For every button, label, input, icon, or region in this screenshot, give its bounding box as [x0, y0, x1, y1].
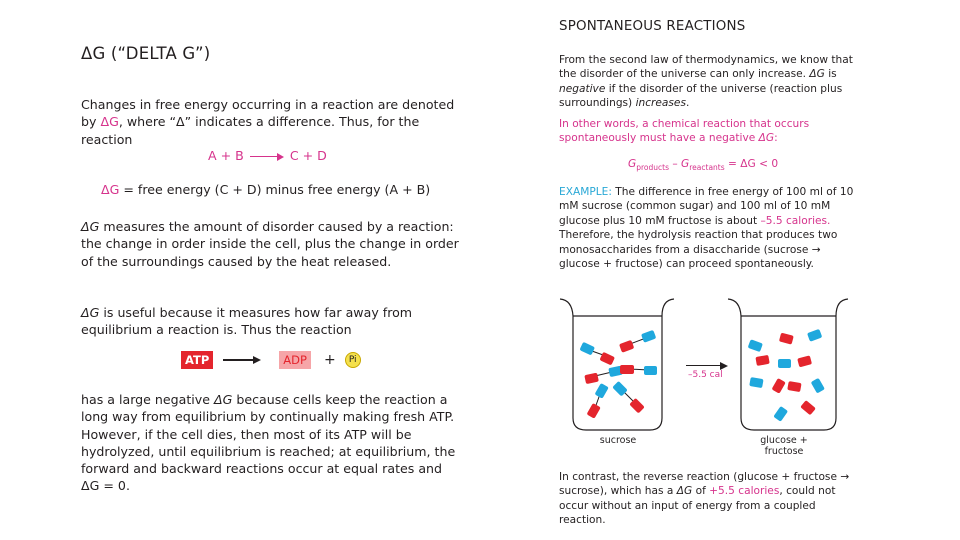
text: Therefore, the hydrolysis reaction that produces two monosaccharides from a disaccharide (sucrose → glucose + fructose) can proceed spontaneously.	[559, 229, 838, 271]
emphasis-negative: negative	[559, 82, 606, 95]
text: , where “Δ” indicates a difference. Thus, for the reaction	[81, 114, 420, 147]
text: if the disorder of the universe (reaction plus surroundings)	[559, 82, 843, 110]
text: , could not occur without an input of energy from a coupled reaction.	[559, 485, 836, 527]
gibbs-inequality	[628, 158, 778, 172]
delta-g-symbol: ΔG	[100, 114, 119, 130]
arrow-right-icon	[223, 355, 261, 365]
label-glucose-fructose: glucose + fructose	[760, 435, 808, 457]
adp-label: ADP	[279, 351, 311, 369]
text: From the second law of thermodynamics, we know that the disorder of the universe can only increase.	[559, 54, 853, 81]
delta-g-symbol: ΔG	[101, 182, 120, 197]
text: is	[824, 68, 837, 81]
arrow-right-icon	[250, 151, 284, 161]
paragraph-equilibrium	[81, 304, 461, 339]
minus: –	[668, 158, 682, 170]
phosphate-icon: Pi	[345, 352, 361, 368]
energy-change-label: –5.5 cal	[688, 370, 723, 380]
paragraph-atp-negative-dg	[81, 391, 461, 495]
delta-g-symbol: ΔG	[758, 132, 775, 145]
subscript-products: products	[636, 163, 669, 172]
delta-g-symbol: ΔG	[214, 392, 233, 407]
delta-g-symbol: ΔG	[809, 68, 825, 81]
section-title-spontaneous-reactions: SPONTANEOUS REACTIONS	[559, 19, 746, 34]
text: measures the amount of disorder caused by a reaction: the change in order inside the cell, plus the change in order of the surroundings caused by the heat released.	[81, 219, 459, 269]
example-label: EXAMPLE:	[559, 186, 612, 198]
paragraph-negative-dg-rule	[559, 117, 859, 146]
energy-value: –5.5 calories.	[760, 214, 831, 227]
atp-hydrolysis-equation	[181, 349, 361, 371]
text: is useful because it measures how far away from equilibrium a reaction is. Thus the reaction	[81, 305, 413, 338]
plus-sign: +	[323, 352, 336, 368]
text: = ΔG < 0	[724, 158, 779, 170]
paragraph-free-energy-intro	[81, 96, 461, 148]
delta-g-symbol: ΔG	[676, 485, 693, 498]
paragraph-disorder	[81, 218, 461, 270]
subscript-reactants: reactants	[689, 163, 725, 172]
beaker-sucrose-illustration	[558, 296, 676, 436]
text: :	[774, 132, 778, 145]
label-sucrose: sucrose	[599, 435, 637, 446]
g-symbol: G	[681, 158, 690, 170]
text: The difference in free energy of 100 ml of 10 mM sucrose (common sugar) and 100 ml of 10 mM glucose plus 10 mM fructose is about	[559, 186, 854, 227]
paragraph-reverse-reaction	[559, 470, 859, 528]
text: = free energy (C + D) minus free energy (A + B)	[119, 182, 431, 197]
text: Changes in free energy occurring in a reaction are denoted by	[81, 97, 455, 130]
text: of	[692, 485, 710, 498]
reactants: A + B	[208, 148, 244, 163]
products: C + D	[289, 148, 327, 163]
beaker-glucose-fructose-illustration	[726, 296, 852, 436]
text: has a large negative	[81, 392, 214, 407]
energy-value: +5.5 calories	[709, 485, 780, 498]
text: because cells keep the reaction a long way from equilibrium by continually making fresh ATP. However, if the cell dies, then most of its ATP will be hydrolyzed, until equilibrium is reached; at equilibrium, the forward and backward reactions occur at equal rates and ΔG = 0.	[81, 392, 456, 494]
reaction-equation-abcd	[208, 148, 327, 163]
paragraph-second-law	[559, 53, 859, 111]
paragraph-example-sucrose	[559, 185, 859, 271]
delta-g-definition	[101, 182, 430, 197]
g-symbol: G	[628, 158, 637, 170]
text: In contrast, the reverse reaction (glucose + fructose → sucrose), which has a	[559, 471, 850, 498]
atp-label: ATP	[181, 351, 213, 369]
delta-g-symbol: ΔG	[81, 305, 100, 320]
emphasis-increases: increases	[635, 97, 686, 110]
delta-g-symbol: ΔG	[81, 219, 100, 234]
monosaccharide-molecules	[748, 329, 825, 422]
section-title-delta-g: ΔG (“DELTA G”)	[81, 44, 211, 63]
text: In other words, a chemical reaction that occurs spontaneously must have a negative	[559, 118, 810, 145]
text: .	[685, 97, 690, 110]
sucrose-molecules	[579, 330, 657, 419]
